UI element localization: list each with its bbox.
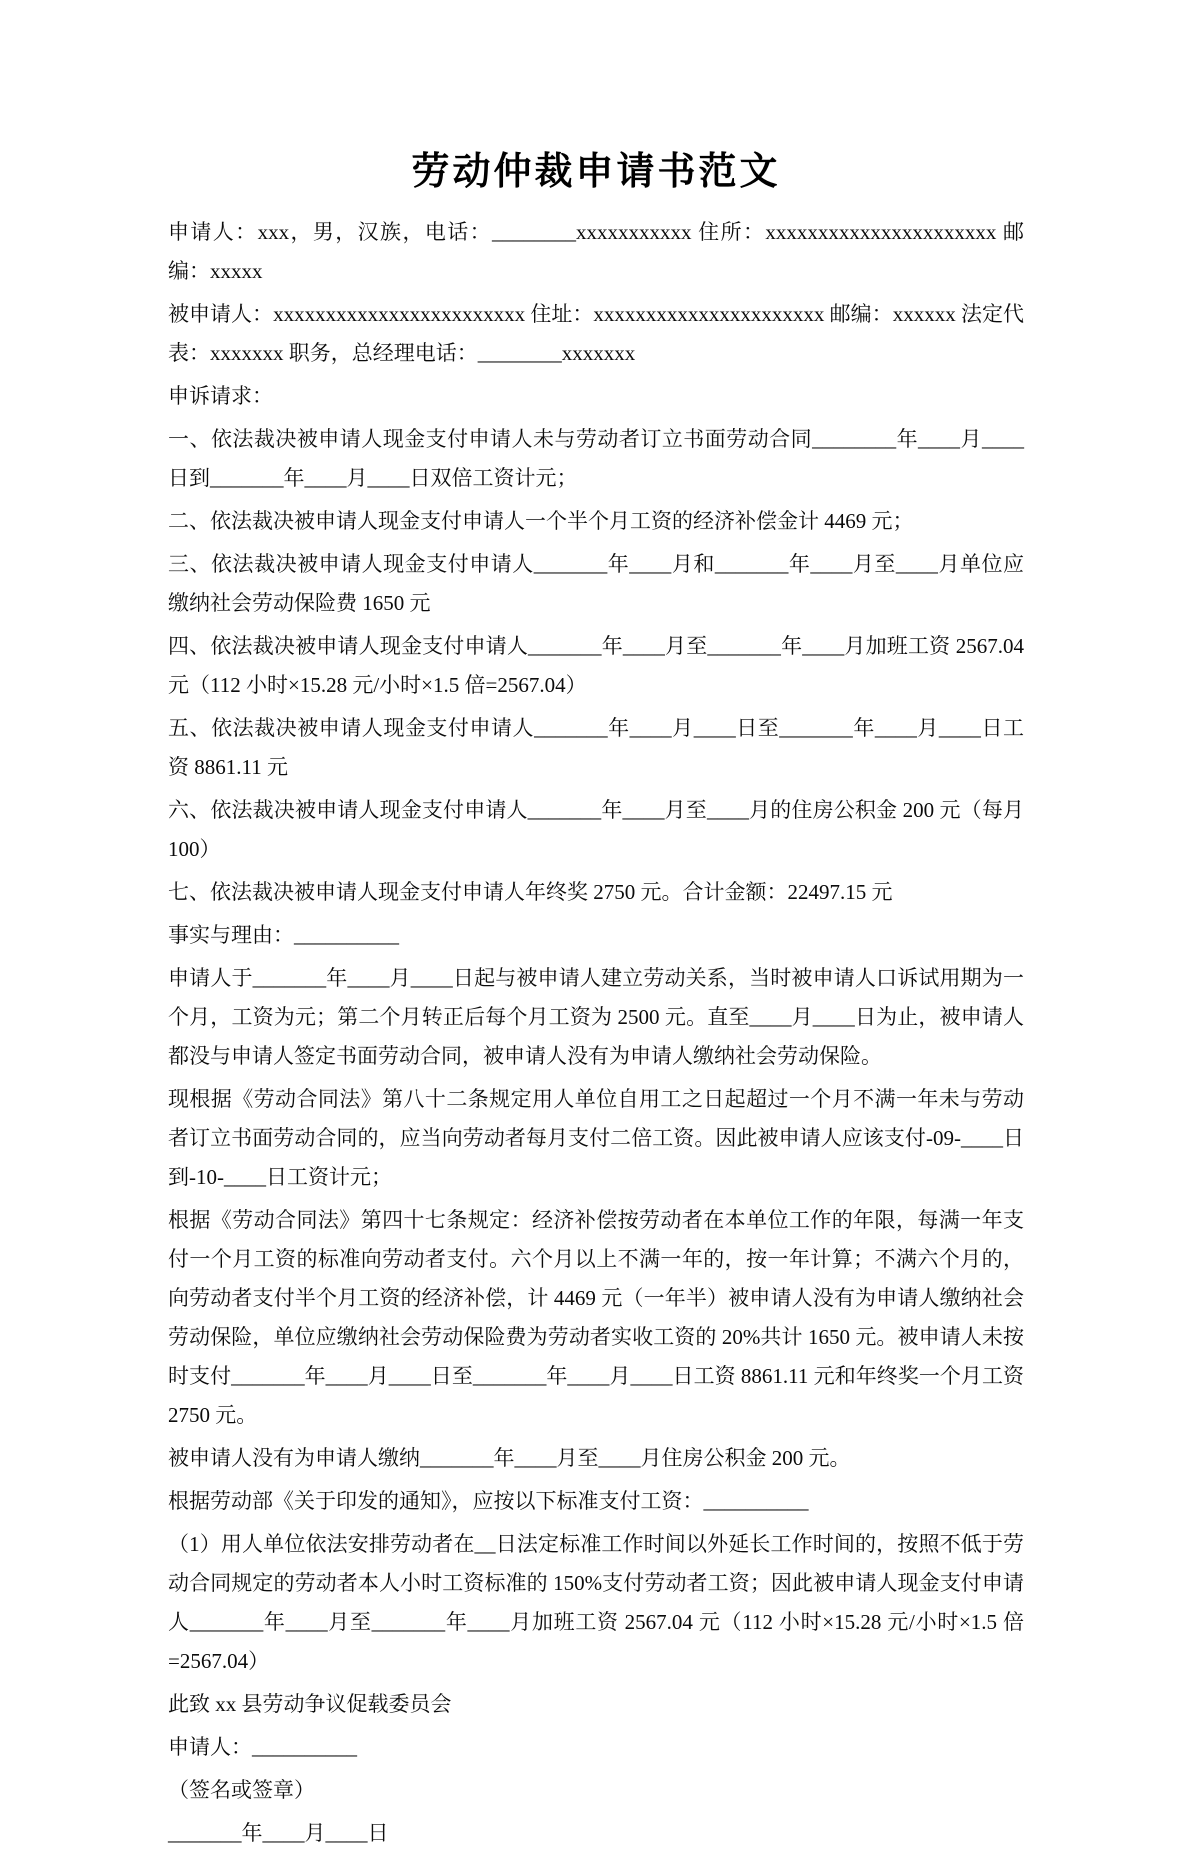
claim-2-economic-compensation: 二、依法裁决被申请人现金支付申请人一个半个月工资的经济补偿金计 4469 元； bbox=[168, 509, 914, 533]
signature-applicant-line: 申请人：__________ bbox=[168, 1735, 357, 1759]
applicant-info: 申请人：xxx，男，汉族，电话：________xxxxxxxxxxx 住所：xxxxxxxxxxxxxxxxxxxxxx 邮编：xxxxx bbox=[168, 220, 1024, 283]
facts-heading: 事实与理由：__________ bbox=[168, 923, 399, 947]
fact-housing-fund-unpaid: 被申请人没有为申请人缴纳_______年____月至____月住房公积金 200 元。 bbox=[168, 1446, 851, 1470]
document-page bbox=[168, 140, 1024, 1857]
fact-contract-law-article-47: 根据《劳动合同法》第四十七条规定：经济补偿按劳动者在本单位工作的年限，每满一年支付一个月工资的标准向劳动者支付。六个月以上不满一年的，按一年计算；不满六个月的，向劳动者支付半个月工资的经济补偿，计 4469 元（一年半）被申请人没有为申请人缴纳社会劳动保险，单位应缴纳社会劳动保险费为劳动者实收工资的 20%共计 1650 元。被申请人未按时支付_______年____月____日至_______年____月____日工资 8861.11 元和年终奖一个月工资 2750 元。 bbox=[168, 1208, 1024, 1427]
fact-contract-law-article-82: 现根据《劳动合同法》第八十二条规定用人单位自用工之日起超过一个月不满一年未与劳动者订立书面劳动合同的，应当向劳动者每月支付二倍工资。因此被申请人应该支付-09-____日到-10-____日工资计元； bbox=[168, 1087, 1024, 1189]
signature-date-line: _______年____月____日 bbox=[168, 1821, 389, 1845]
claim-3-social-insurance: 三、依法裁决被申请人现金支付申请人_______年____月和_______年____月至____月单位应缴纳社会劳动保险费 1650 元 bbox=[168, 552, 1024, 615]
claim-6-housing-fund: 六、依法裁决被申请人现金支付申请人_______年____月至____月的住房公积金 200 元（每月 100） bbox=[168, 798, 1024, 861]
claim-1-double-wage: 一、依法裁决被申请人现金支付申请人未与劳动者订立书面劳动合同________年____月____日到_______年____月____日双倍工资计元； bbox=[168, 427, 1024, 490]
fact-overtime-150-percent: （1）用人单位依法安排劳动者在__日法定标准工作时间以外延长工作时间的，按照不低于劳动合同规定的劳动者本人小时工资标准的 150%支付劳动者工资；因此被申请人现金支付申请人_______年____月至_______年____月加班工资 2567.04 元（112 小时×15.28 元/小时×1.5 倍=2567.04） bbox=[168, 1532, 1024, 1673]
signature-note: （签名或签章） bbox=[168, 1778, 315, 1802]
claims-heading: 申诉请求： bbox=[168, 384, 273, 408]
respondent-info: 被申请人：xxxxxxxxxxxxxxxxxxxxxxxx 住址：xxxxxxxxxxxxxxxxxxxxxx 邮编：xxxxxx 法定代表：xxxxxxx 职务，总经理电话：________xxxxxxx bbox=[168, 302, 1024, 365]
claim-4-overtime-pay: 四、依法裁决被申请人现金支付申请人_______年____月至_______年____月加班工资 2567.04 元（112 小时×15.28 元/小时×1.5 倍=2567.04） bbox=[168, 634, 1024, 697]
document-title: 劳动仲裁申请书范文 bbox=[411, 151, 781, 193]
claim-5-wage: 五、依法裁决被申请人现金支付申请人_______年____月____日至_______年____月____日工资 8861.11 元 bbox=[168, 716, 1024, 779]
claim-7-year-end-bonus-total: 七、依法裁决被申请人现金支付申请人年终奖 2750 元。合计金额：22497.15 元 bbox=[168, 880, 893, 904]
fact-ministry-notice-standard: 根据劳动部《关于印发的通知》，应按以下标准支付工资：__________ bbox=[168, 1489, 809, 1513]
closing-address: 此致 xx 县劳动争议促载委员会 bbox=[168, 1692, 452, 1716]
fact-labor-relationship: 申请人于_______年____月____日起与被申请人建立劳动关系，当时被申请人口诉试用期为一个月，工资为元；第二个月转正后每个月工资为 2500 元。直至____月____日为止，被申请人都没与申请人签定书面劳动合同，被申请人没有为申请人缴纳社会劳动保险。 bbox=[168, 966, 1024, 1068]
